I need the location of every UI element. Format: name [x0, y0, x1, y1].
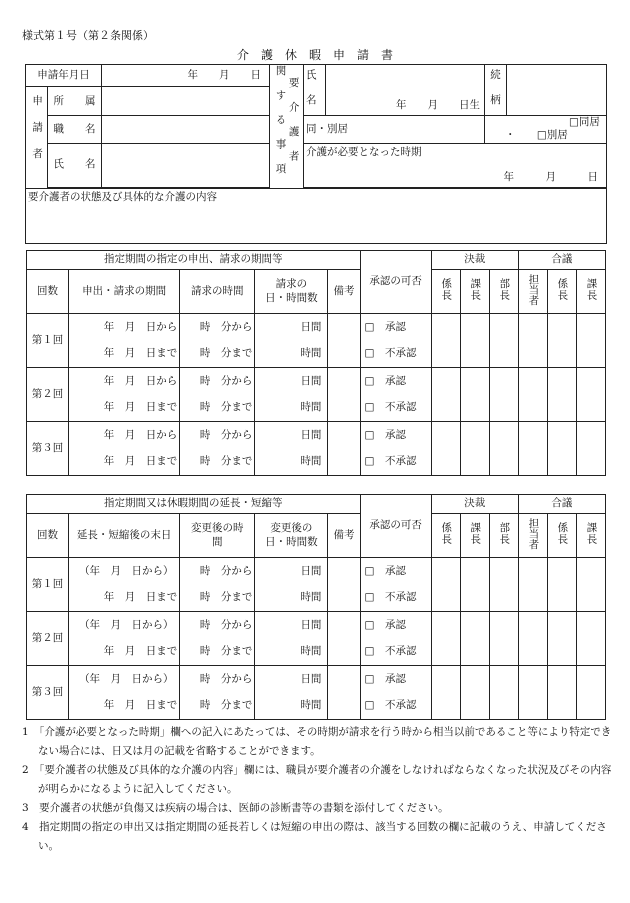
t2-approval-header: 承認の可否 — [360, 495, 431, 558]
t2-row-time-to[interactable]: 時 分まで — [180, 639, 255, 666]
t2-row-hours[interactable]: 時間 — [255, 585, 328, 612]
t2-row-from[interactable]: （年 月 日から） — [69, 666, 180, 693]
t1-col-no: 回数 — [27, 270, 69, 314]
t2-header: 指定期間又は休暇期間の延長・短縮等 — [27, 495, 361, 514]
t2-col-note: 備考 — [328, 514, 360, 558]
t1-row-no: 第２回 — [27, 368, 69, 422]
care-needed-cell[interactable] — [304, 143, 607, 187]
notes — [22, 723, 612, 856]
t2-row-time-from[interactable]: 時 分から — [180, 612, 255, 639]
care-label-col-b: 要介護者 — [287, 77, 300, 176]
care-name-field[interactable] — [326, 65, 485, 116]
t1-aigi-header: 合議 — [518, 251, 605, 270]
note-4: 4 指定期間の指定の申出又は指定期間の延長若しくは短縮の申出の際は、該当する回数の欄に記載のうえ、申請してください。 — [22, 821, 607, 852]
t2-col-days-l2: 日・時間数 — [265, 535, 318, 548]
t2-row-ng[interactable]: □ 不承認 — [360, 639, 431, 666]
t1-row-hours[interactable]: 時間 — [255, 449, 328, 476]
applicant-label — [26, 87, 48, 189]
t1-approval-header: 承認の可否 — [360, 251, 431, 314]
t2-kakaricho: 係長 — [440, 521, 453, 545]
affiliation-field[interactable] — [102, 87, 270, 116]
t1-row-ok[interactable]: □ 承認 — [360, 368, 431, 395]
t2-row-no: 第２回 — [27, 612, 69, 666]
form-number: 様式第１号（第２条関係） — [22, 29, 154, 42]
note-3: 3 要介護者の状態が負傷又は疾病の場合は、医師の診断書等の書類を添付してください。 — [22, 802, 449, 814]
t1-col-note: 備考 — [328, 270, 360, 314]
t1-row-time-to[interactable]: 時 分まで — [180, 341, 255, 368]
t1-kacho2: 課長 — [585, 277, 598, 301]
designation-table — [26, 250, 606, 476]
note-2: 2 「要介護者の状態及び具体的な介護の内容」欄には、職員が要介護者の介護をしなければならなくなった状況及びその内容が明らかになるように記入してください。 — [22, 764, 612, 795]
t2-col-days — [255, 514, 328, 558]
t1-col-days-l1: 請求の — [275, 278, 308, 291]
t2-kacho2: 課長 — [585, 521, 598, 545]
post-field[interactable] — [102, 116, 270, 143]
t2-row-days[interactable]: 日間 — [255, 612, 328, 639]
t1-col-days — [255, 270, 328, 314]
t2-row-to[interactable]: 年 月 日まで — [69, 693, 180, 720]
relation-char1: 続 — [485, 65, 507, 87]
t2-row-note[interactable] — [328, 558, 360, 612]
t2-row-ok[interactable]: □ 承認 — [360, 666, 431, 693]
care-name-char2: 名 — [304, 87, 326, 116]
t1-kessai-header: 決裁 — [431, 251, 518, 270]
t2-row-note[interactable] — [328, 612, 360, 666]
t2-row-time-from[interactable]: 時 分から — [180, 666, 255, 693]
t2-row-ng[interactable]: □ 不承認 — [360, 585, 431, 612]
care-name-char1: 氏 — [304, 65, 326, 87]
care-label-col-a: 関する事項 — [274, 65, 287, 188]
t1-header: 指定期間の指定の申出、請求の期間等 — [27, 251, 361, 270]
living-dot: ・ — [505, 129, 516, 142]
relation-field[interactable] — [507, 65, 607, 116]
applicant-label-text: 申請者 — [31, 95, 44, 175]
name-label: 氏 名 — [48, 143, 102, 187]
t2-kessai-header: 決裁 — [431, 495, 518, 514]
care-state-label: 要介護者の状態及び具体的な介護の内容 — [28, 190, 217, 203]
t2-row-note[interactable] — [328, 666, 360, 720]
t2-kakaricho2: 係長 — [556, 521, 569, 545]
t2-col-end: 延長・短縮後の末日 — [69, 514, 180, 558]
page-title: 介 護 休 暇 申 請 書 — [236, 48, 393, 62]
living-label: 同・別居 — [304, 116, 485, 143]
t1-row-to[interactable]: 年 月 日まで — [69, 341, 180, 368]
t1-row-ng[interactable]: □ 不承認 — [360, 449, 431, 476]
t2-bucho: 部長 — [498, 521, 511, 545]
t1-row-note[interactable] — [328, 314, 360, 368]
t1-row-from[interactable]: 年 月 日から — [69, 422, 180, 449]
t1-row-time-from[interactable]: 時 分から — [180, 314, 255, 341]
t2-row-days[interactable]: 日間 — [255, 558, 328, 585]
applicant-table — [25, 64, 607, 244]
t1-tanto: 担当者 — [527, 273, 540, 306]
birth-date: 年 月 日生 — [396, 99, 480, 112]
t1-row-from[interactable]: 年 月 日から — [69, 314, 180, 341]
t2-col-time-l2: 間 — [212, 535, 223, 548]
t1-bucho: 部長 — [498, 277, 511, 301]
t2-aigi-header: 合議 — [518, 495, 605, 514]
t2-col-no: 回数 — [27, 514, 69, 558]
t1-row-hours[interactable]: 時間 — [255, 395, 328, 422]
t1-row-days[interactable]: 日間 — [255, 422, 328, 449]
t1-kakaricho2: 係長 — [556, 277, 569, 301]
t2-col-days-l1: 変更後の — [270, 522, 313, 535]
t1-kacho: 課長 — [469, 277, 482, 301]
affiliation-label: 所 属 — [48, 87, 102, 116]
living-apart-option[interactable]: □別居 — [536, 129, 568, 142]
name-field[interactable] — [102, 143, 270, 187]
note-1: 1 「介護が必要となった時期」欄への記入にあたっては、その時期が請求を行う時から相当以前であること等により特定できない場合には、日又は月の記載を省略することができます。 — [22, 726, 612, 757]
t2-row-from[interactable]: （年 月 日から） — [69, 558, 180, 585]
care-needed-label: 介護が必要となった時期 — [306, 145, 422, 158]
t1-row-time-from[interactable]: 時 分から — [180, 368, 255, 395]
t1-row-time-from[interactable]: 時 分から — [180, 422, 255, 449]
care-state-cell[interactable] — [26, 188, 607, 243]
t1-row-to[interactable]: 年 月 日まで — [69, 395, 180, 422]
t1-row-ok[interactable]: □ 承認 — [360, 422, 431, 449]
t1-row-to[interactable]: 年 月 日まで — [69, 449, 180, 476]
t1-row-no: 第３回 — [27, 422, 69, 476]
t2-row-hours[interactable]: 時間 — [255, 639, 328, 666]
t2-row-time-to[interactable]: 時 分まで — [180, 585, 255, 612]
t2-tanto: 担当者 — [527, 517, 540, 550]
t1-kakaricho: 係長 — [440, 277, 453, 301]
t2-row-days[interactable]: 日間 — [255, 666, 328, 693]
t1-row-days[interactable]: 日間 — [255, 368, 328, 395]
t1-row-time-to[interactable]: 時 分まで — [180, 395, 255, 422]
t2-row-time-to[interactable]: 時 分まで — [180, 693, 255, 720]
t2-row-hours[interactable]: 時間 — [255, 693, 328, 720]
t1-row-ok[interactable]: □ 承認 — [360, 314, 431, 341]
relation-char2: 柄 — [485, 87, 507, 116]
t1-col-time: 請求の時間 — [180, 270, 255, 314]
t1-row-ng[interactable]: □ 不承認 — [360, 341, 431, 368]
post-label: 職 名 — [48, 116, 102, 143]
t2-kacho: 課長 — [469, 521, 482, 545]
t1-col-period: 申出・請求の期間 — [69, 270, 180, 314]
living-together-option[interactable]: □同居 — [569, 116, 600, 129]
t1-row-time-to[interactable]: 時 分まで — [180, 449, 255, 476]
t1-row-days[interactable]: 日間 — [255, 314, 328, 341]
t1-row-hours[interactable]: 時間 — [255, 341, 328, 368]
t1-row-no: 第１回 — [27, 314, 69, 368]
t1-row-note[interactable] — [328, 368, 360, 422]
t2-row-to[interactable]: 年 月 日まで — [69, 639, 180, 666]
t2-row-no: 第１回 — [27, 558, 69, 612]
request-date-field[interactable]: 年 月 日 — [102, 65, 270, 87]
t2-row-time-from[interactable]: 時 分から — [180, 558, 255, 585]
t2-row-ng[interactable]: □ 不承認 — [360, 693, 431, 720]
t2-col-time — [180, 514, 255, 558]
t2-row-no: 第３回 — [27, 666, 69, 720]
t1-row-note[interactable] — [328, 422, 360, 476]
t2-row-from[interactable]: （年 月 日から） — [69, 612, 180, 639]
t2-row-ok[interactable]: □ 承認 — [360, 612, 431, 639]
t2-row-to[interactable]: 年 月 日まで — [69, 585, 180, 612]
living-options[interactable] — [485, 116, 607, 143]
care-needed-date: 年 月 日 — [503, 171, 598, 184]
t2-col-time-l1: 変更後の時 — [191, 522, 244, 535]
t1-row-ng[interactable]: □ 不承認 — [360, 395, 431, 422]
extension-table — [26, 494, 606, 720]
t2-row-ok[interactable]: □ 承認 — [360, 558, 431, 585]
t1-col-days-l2: 日・時間数 — [265, 291, 318, 304]
t1-row-from[interactable]: 年 月 日から — [69, 368, 180, 395]
request-date-label: 申請年月日 — [26, 65, 102, 87]
care-recipient-label — [270, 65, 304, 189]
